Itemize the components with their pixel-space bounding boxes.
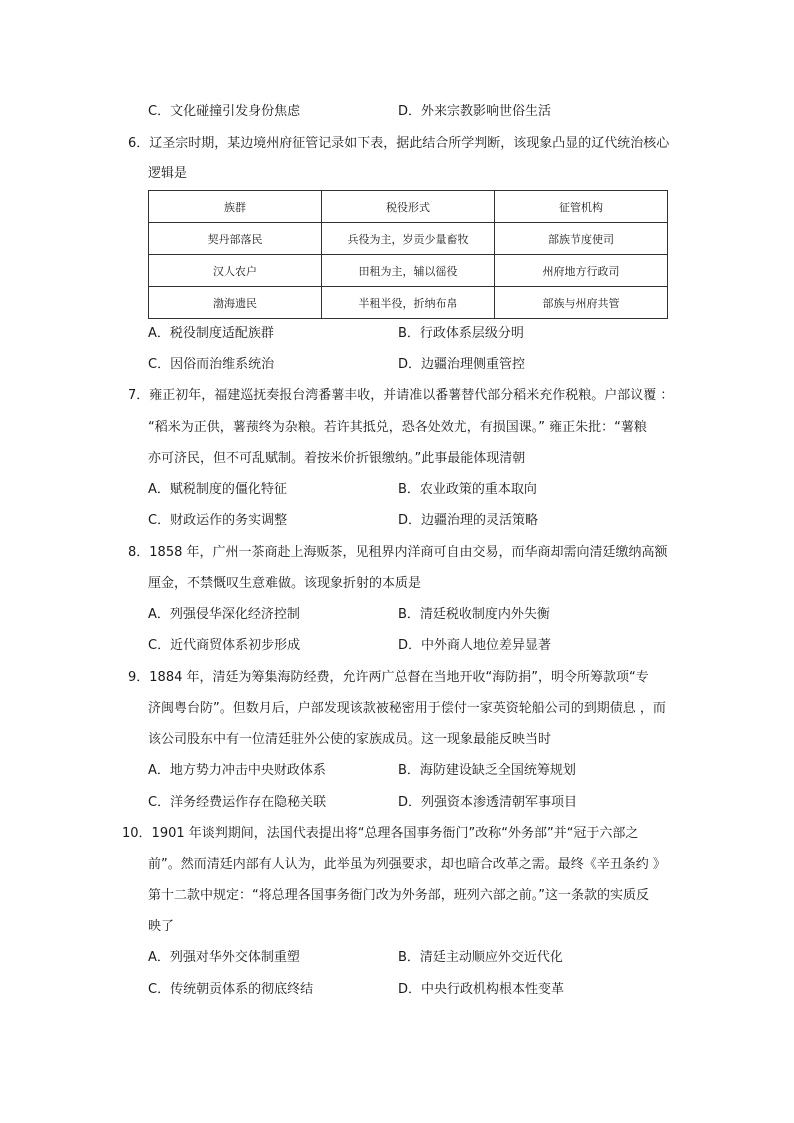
table-cell: 契丹部落民 [149,223,322,255]
q10-stem-line-1: 10．1901 年谈判期间，法国代表提出将“总理各国事务衙门”改称“外务部”并“冠于六部之 [122,826,639,841]
q10-option-c: C．传统朝贡体系的彻底终结 [148,982,314,997]
q10-stem-line-2: 前”。然而清廷内部有人认为，此举虽为列强要求，却也暗合改革之需。最终《辛丑条约 》 [148,857,666,872]
table-cell: 田租为主，辅以徭役 [322,255,495,287]
q9-option-b: B．海防建设缺乏全国统筹规划 [398,763,576,778]
q8-option-c: C．近代商贸体系初步形成 [148,638,301,653]
q6-stem-line-2: 逻辑是 [148,166,188,181]
table-cell: 州府地方行政司 [495,255,668,287]
q8-option-b: B．清廷税收制度内外失衡 [398,607,550,622]
q9-option-a: A．地方势力冲击中央财政体系 [148,763,326,778]
q7-option-b: B．农业政策的重本取向 [398,482,537,497]
q7-stem-line-3: 亦可济民，但不可乱赋制。着按米价折银缴纳。”此事最能体现清朝 [148,451,526,466]
table-cell: 渤海遗民 [149,287,322,319]
q8-stem-line-1: 8．1858 年，广州一茶商赴上海贩茶，见租界内洋商可自由交易，而华商却需向清廷缴纳高额 [128,545,668,560]
table-header-cell: 税役形式 [322,191,495,223]
table-cell: 部族节度使司 [495,223,668,255]
q7-option-a: A．赋税制度的僵化特征 [148,482,287,497]
q8-option-a: A．列强侵华深化经济控制 [148,607,300,622]
q7-stem-line-2: “稻米为正供，薯蓣终为杂粮。若许其抵兑，恐各处效尤，有损国课。” 雍正朱批：“薯粮 [148,420,647,435]
q7-option-d: D．边疆治理的灵活策略 [398,513,539,528]
q6-option-c: C．因俗而治维系统治 [148,357,275,372]
q8-option-d: D．中外商人地位差异显著 [398,638,552,653]
table-cell: 兵役为主，岁贡少量畜牧 [322,223,495,255]
q10-stem-line-4: 映了 [148,919,175,934]
q7-stem-line-1: 7．雍正初年，福建巡抚奏报台湾番薯丰收，并请准以番薯替代部分稻米充作税粮。户部议覆 ： [128,388,674,403]
q7-option-c: C．财政运作的务实调整 [148,513,288,528]
q10-option-d: D．中央行政机构根本性变革 [398,982,565,997]
table-cell: 汉人农户 [149,255,322,287]
table-cell: 部族与州府共管 [495,287,668,319]
q9-stem-line-2: 济闽粤台防”。但数月后，户部发现该款被秘密用于偿付一家英资轮船公司的到期债息 ，而 [148,701,666,716]
q6-option-d: D．边疆治理侧重管控 [398,357,526,372]
q6-tax-table [148,190,668,319]
q9-stem-line-1: 9．1884 年，清廷为筹集海防经费，允许两广总督在当地开收“海防捐”，明令所筹款项“专 [128,670,649,685]
q10-option-a: A．列强对华外交体制重塑 [148,950,300,965]
q10-option-b: B．清廷主动顺应外交近代化 [398,950,563,965]
table-header-cell: 征管机构 [495,191,668,223]
q5-option-c: C．文化碰撞引发身份焦虑 [148,104,301,119]
q6-option-a: A．税役制度适配族群 [148,326,274,341]
table-row [149,223,668,255]
q9-option-d: D．列强资本渗透清朝军事项目 [398,795,578,810]
q9-option-c: C．洋务经费运作存在隐秘关联 [148,795,327,810]
q5-option-d: D．外来宗教影响世俗生活 [398,104,552,119]
table-cell: 半租半役，折纳布帛 [322,287,495,319]
q9-stem-line-3: 该公司股东中有一位清廷驻外公使的家族成员。这一现象最能反映当时 [148,732,552,747]
q10-stem-line-3: 第十二款中规定：“将总理各国事务衙门改为外务部，班列六部之前。”这一条款的实质反 [148,888,649,903]
table-row [149,287,668,319]
table-header-cell: 族群 [149,191,322,223]
table-row [149,255,668,287]
q6-option-b: B．行政体系层级分明 [398,326,524,341]
table-header-row [149,191,668,223]
q6-stem-line-1: 6．辽圣宗时期，某边境州府征管记录如下表，据此结合所学判断，该现象凸显的辽代统治核心 [128,136,670,151]
q8-stem-line-2: 厘金，不禁慨叹生意难做。该现象折射的本质是 [148,576,422,591]
